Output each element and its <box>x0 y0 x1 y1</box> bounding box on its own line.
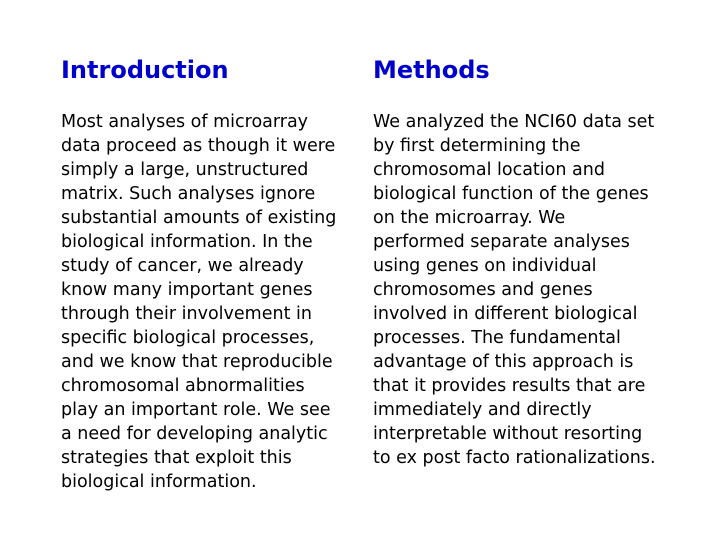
paragraph-line: by first determining the <box>373 136 581 156</box>
paragraph-line: matrix. Such analyses ignore <box>61 184 316 204</box>
paragraph-line: and we know that reproducible <box>61 352 333 372</box>
paragraph-line: specific biological processes, <box>61 328 315 348</box>
paragraph-line: chromosomal abnormalities <box>61 376 305 396</box>
paragraph-line: interpretable without resorting <box>373 424 643 444</box>
paragraph-line: biological information. In the <box>61 232 313 252</box>
paragraph-line: performed separate analyses <box>373 232 630 252</box>
paragraph-line: a need for developing analytic <box>61 424 328 444</box>
paragraph-line: chromosomes and genes <box>373 280 593 300</box>
paragraph-line: immediately and directly <box>373 400 592 420</box>
paragraph-line: processes. The fundamental <box>373 328 621 348</box>
paragraph-line: We analyzed the NCI60 data set <box>373 112 655 132</box>
methods-heading: Methods <box>373 56 490 84</box>
paragraph-line: through their involvement in <box>61 304 312 324</box>
introduction-paragraph <box>61 110 351 494</box>
paragraph-line: know many important genes <box>61 280 313 300</box>
paragraph-line: using genes on individual <box>373 256 597 276</box>
paragraph-line: chromosomal location and <box>373 160 605 180</box>
paragraph-line: substantial amounts of existing <box>61 208 337 228</box>
paragraph-line: study of cancer, we already <box>61 256 304 276</box>
paragraph-line: to ex post facto rationalizations. <box>373 448 656 468</box>
introduction-heading: Introduction <box>61 56 229 84</box>
paragraph-line: involved in different biological <box>373 304 638 324</box>
paragraph-line: simply a large, unstructured <box>61 160 309 180</box>
paragraph-line: strategies that exploit this <box>61 448 292 468</box>
paragraph-line: advantage of this approach is <box>373 352 634 372</box>
paragraph-line: play an important role. We see <box>61 400 331 420</box>
introduction-section <box>61 54 351 494</box>
paragraph-line: biological function of the genes <box>373 184 649 204</box>
paragraph-line: biological information. <box>61 472 257 492</box>
paragraph-line: that it provides results that are <box>373 376 646 396</box>
methods-paragraph <box>373 110 673 470</box>
methods-section <box>373 54 673 470</box>
paragraph-line: on the microarray. We <box>373 208 566 228</box>
paragraph-line: Most analyses of microarray <box>61 112 309 132</box>
paragraph-line: data proceed as though it were <box>61 136 336 156</box>
